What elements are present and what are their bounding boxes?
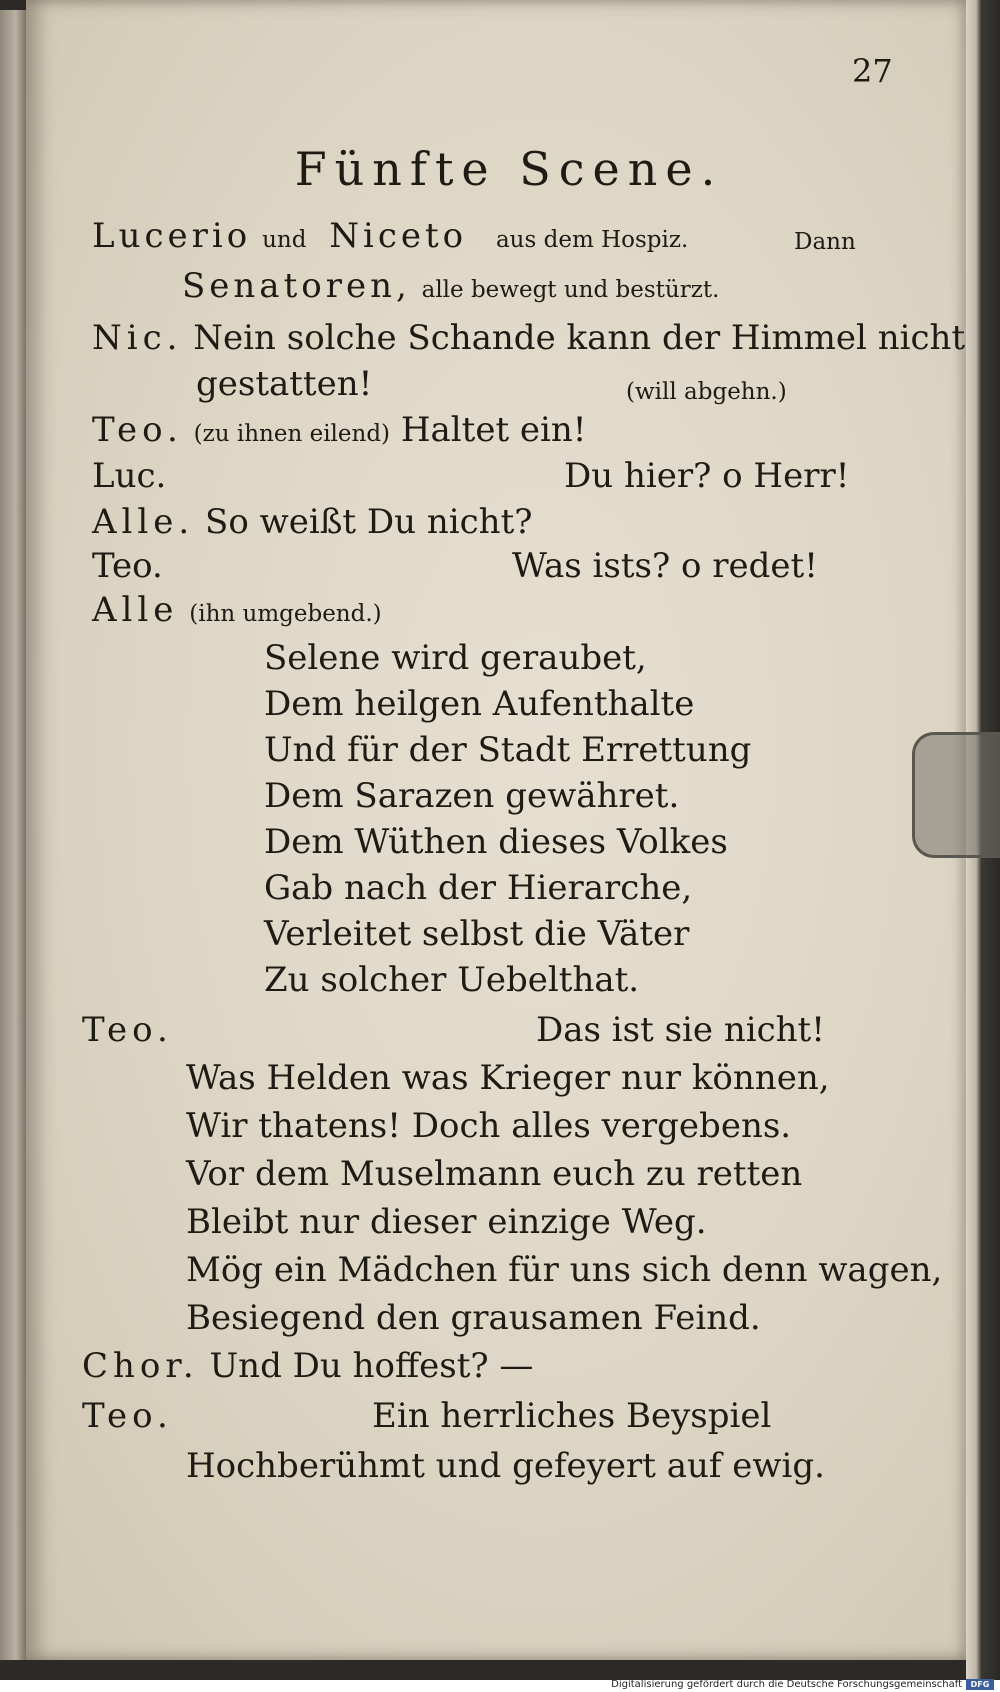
stage-direction: (will abgehn.) bbox=[626, 379, 787, 405]
page-clip-tab bbox=[912, 732, 1000, 858]
character-name: Senatoren, bbox=[182, 266, 411, 306]
stage-direction: (zu ihnen eilend) bbox=[193, 421, 391, 447]
speaker-label: Nic. bbox=[92, 318, 183, 358]
dialogue-text: So weißt Du nicht? bbox=[205, 502, 533, 542]
speaker-label: Teo. bbox=[92, 410, 183, 450]
speaker-teo: Teo. bbox=[82, 1010, 173, 1050]
verse-line: Selene wird geraubet, bbox=[264, 638, 647, 678]
stage-text-dann: Dann bbox=[794, 229, 856, 255]
speaker-label: Chor. bbox=[82, 1346, 199, 1386]
stage-direction: (ihn umgebend.) bbox=[189, 601, 382, 627]
dialogue-text: Und Du hoffest? — bbox=[209, 1346, 534, 1386]
dialogue-line bbox=[82, 1346, 533, 1386]
verse-line: Dem heilgen Aufenthalte bbox=[264, 684, 695, 724]
character-name: Lucerio bbox=[92, 216, 252, 256]
verse-line: Besiegend den grausamen Feind. bbox=[186, 1298, 761, 1338]
verse-line: Bleibt nur dieser einzige Weg. bbox=[186, 1202, 707, 1242]
verse-line: Was Helden was Krieger nur können, bbox=[186, 1058, 830, 1098]
left-page-edge bbox=[0, 10, 26, 1660]
stage-text: und bbox=[262, 227, 307, 253]
dialogue-text: Haltet ein! bbox=[400, 410, 587, 450]
book-page bbox=[26, 0, 966, 1660]
dialogue-line bbox=[92, 590, 382, 634]
verse-line: Mög ein Mädchen für uns sich denn wagen, bbox=[186, 1250, 943, 1290]
verse-line: Hochberühmt und gefeyert auf ewig. bbox=[186, 1446, 825, 1486]
dialogue-text: Du hier? o Herr! bbox=[564, 456, 850, 496]
stage-direction-line-2 bbox=[182, 266, 719, 310]
verse-line: Und für der Stadt Errettung bbox=[264, 730, 752, 770]
speaker-label: Alle. bbox=[92, 502, 195, 542]
verse-line: Dem Sarazen gewähret. bbox=[264, 776, 680, 816]
scene-heading: Fünfte Scene. bbox=[294, 142, 724, 196]
dialogue-text: Das ist sie nicht! bbox=[536, 1010, 825, 1050]
speaker-label: Teo. bbox=[92, 546, 163, 586]
speaker-label bbox=[82, 1010, 173, 1050]
verse-line: Zu solcher Uebelthat. bbox=[264, 960, 640, 1000]
speaker-label bbox=[82, 1396, 173, 1436]
dialogue-text: Was ists? o redet! bbox=[512, 546, 818, 586]
verse-line: Wir thatens! Doch alles vergebens. bbox=[186, 1106, 792, 1146]
verse-line: Gab nach der Hierarche, bbox=[264, 868, 693, 908]
dialogue-continuation: gestatten! bbox=[196, 364, 373, 404]
page-text bbox=[26, 0, 966, 1660]
dialogue-line bbox=[92, 318, 965, 358]
character-name: Niceto bbox=[329, 216, 468, 256]
dfg-logo: DFG bbox=[966, 1679, 994, 1690]
stage-text: aus dem Hospiz. bbox=[495, 227, 689, 253]
digitization-credit: Digitalisierung gefördert durch die Deutsche Forschungsgemeinschaft bbox=[611, 1679, 962, 1690]
dialogue-text: Ein herrliches Beyspiel bbox=[372, 1396, 772, 1436]
stage-direction-line-1 bbox=[92, 216, 688, 260]
speaker-teo: Teo. bbox=[82, 1396, 173, 1436]
dialogue-line bbox=[92, 410, 586, 454]
dialogue-line bbox=[92, 502, 532, 542]
dialogue-text: Nein solche Schande kann der Himmel nicht bbox=[193, 318, 966, 358]
stage-text: alle bewegt und bestürzt. bbox=[421, 277, 720, 303]
page-number: 27 bbox=[852, 52, 893, 90]
speaker-label: Luc. bbox=[92, 456, 167, 496]
verse-line: Verleitet selbst die Väter bbox=[264, 914, 690, 954]
speaker-label: Alle bbox=[92, 590, 179, 630]
verse-line: Dem Wüthen dieses Volkes bbox=[264, 822, 728, 862]
verse-line: Vor dem Muselmann euch zu retten bbox=[186, 1154, 803, 1194]
